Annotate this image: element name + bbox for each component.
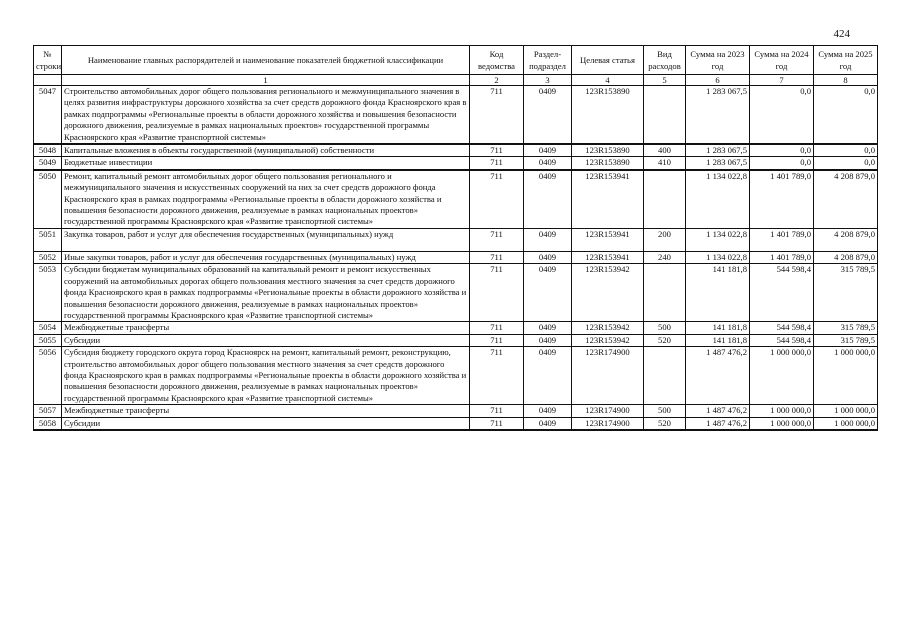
header-target: Целевая статья xyxy=(572,46,644,75)
row-sum-2023: 1 134 022,8 xyxy=(686,228,750,251)
row-sum-2023: 1 487 476,2 xyxy=(686,347,750,405)
column-number: 3 xyxy=(524,75,572,86)
row-sum-2023: 1 283 067,5 xyxy=(686,144,750,157)
row-expense-type: 500 xyxy=(644,405,686,417)
row-sum-2024: 1 000 000,0 xyxy=(750,405,814,417)
table-row xyxy=(34,417,878,430)
table-row xyxy=(34,405,878,417)
row-number: 5051 xyxy=(34,228,62,251)
row-name: Межбюджетные трансферты xyxy=(62,322,470,334)
table-row xyxy=(34,322,878,334)
column-number: 7 xyxy=(750,75,814,86)
row-number: 5049 xyxy=(34,157,62,170)
header-name: Наименование главных распорядителей и наименование показателей бюджетной классификации xyxy=(62,46,470,75)
row-name: Строительство автомобильных дорог общего пользования регионального и межмуниципального значения в целях развития инфраструктуры дорожного хозяйства за счет средств дорожного фонда Красноярского края в рамках подпрограммы «Региональные проекты в области дорожного хозяйства и повышения безопасности дорожного движения, реализуемые в рамках национальных проектов» государственной программы Красноярского края «Развитие транспортной системы» xyxy=(62,86,470,145)
header-sum-2025: Сумма на 2025 год xyxy=(814,46,878,75)
header-expense-type: Вид расходов xyxy=(644,46,686,75)
row-section: 0409 xyxy=(524,228,572,251)
row-number: 5052 xyxy=(34,251,62,263)
row-dept-code: 711 xyxy=(470,144,524,157)
row-target: 123R153941 xyxy=(572,251,644,263)
row-sum-2023: 1 283 067,5 xyxy=(686,86,750,145)
column-number: 5 xyxy=(644,75,686,86)
row-name: Субсидии xyxy=(62,334,470,346)
row-sum-2023: 141 181,8 xyxy=(686,334,750,346)
row-number: 5054 xyxy=(34,322,62,334)
row-sum-2025: 315 789,5 xyxy=(814,334,878,346)
row-expense-type: 520 xyxy=(644,334,686,346)
row-sum-2025: 1 000 000,0 xyxy=(814,347,878,405)
header-row-no: № строки xyxy=(34,46,62,75)
row-expense-type: 400 xyxy=(644,144,686,157)
row-expense-type xyxy=(644,264,686,322)
row-dept-code: 711 xyxy=(470,417,524,430)
row-section: 0409 xyxy=(524,170,572,229)
row-dept-code: 711 xyxy=(470,228,524,251)
header-dept-code: Код ведомства xyxy=(470,46,524,75)
row-target: 123R174900 xyxy=(572,405,644,417)
row-section: 0409 xyxy=(524,334,572,346)
row-section: 0409 xyxy=(524,347,572,405)
row-name: Ремонт, капитальный ремонт автомобильных дорог общего пользования регионального и межмуниципального значения и искусственных сооружений на них за счет средств дорожного фонда Красноярского края в рамках подпрограммы «Региональные проекты в области дорожного хозяйства и повышения безопасности дорожного движения, реализуемые в рамках национальных проектов» государственной программы Красноярского края «Развитие транспортной системы» xyxy=(62,170,470,229)
row-section: 0409 xyxy=(524,86,572,145)
column-number xyxy=(34,75,62,86)
row-sum-2025: 4 208 879,0 xyxy=(814,170,878,229)
header-section: Раздел-подраздел xyxy=(524,46,572,75)
row-number: 5056 xyxy=(34,347,62,405)
row-sum-2023: 141 181,8 xyxy=(686,264,750,322)
row-name: Капитальные вложения в объекты государственной (муниципальной) собственности xyxy=(62,144,470,157)
row-section: 0409 xyxy=(524,251,572,263)
row-section: 0409 xyxy=(524,405,572,417)
row-target: 123R153942 xyxy=(572,334,644,346)
row-target: 123R153942 xyxy=(572,264,644,322)
row-section: 0409 xyxy=(524,264,572,322)
table-row xyxy=(34,157,878,170)
row-target: 123R153942 xyxy=(572,322,644,334)
table-row xyxy=(34,228,878,251)
row-dept-code: 711 xyxy=(470,157,524,170)
header-sum-2023: Сумма на 2023 год xyxy=(686,46,750,75)
row-dept-code: 711 xyxy=(470,170,524,229)
column-number: 4 xyxy=(572,75,644,86)
table-row xyxy=(34,170,878,229)
row-expense-type xyxy=(644,170,686,229)
row-sum-2024: 1 401 789,0 xyxy=(750,251,814,263)
row-sum-2024: 0,0 xyxy=(750,86,814,145)
row-sum-2024: 544 598,4 xyxy=(750,322,814,334)
row-section: 0409 xyxy=(524,417,572,430)
row-name: Субсидии xyxy=(62,417,470,430)
row-target: 123R153941 xyxy=(572,170,644,229)
row-dept-code: 711 xyxy=(470,405,524,417)
row-sum-2025: 315 789,5 xyxy=(814,264,878,322)
row-target: 123R174900 xyxy=(572,417,644,430)
row-sum-2025: 1 000 000,0 xyxy=(814,405,878,417)
row-sum-2024: 544 598,4 xyxy=(750,264,814,322)
column-number: 2 xyxy=(470,75,524,86)
column-numbers-row xyxy=(34,75,878,86)
row-dept-code: 711 xyxy=(470,334,524,346)
table-row xyxy=(34,347,878,405)
row-sum-2023: 1 134 022,8 xyxy=(686,170,750,229)
row-dept-code: 711 xyxy=(470,264,524,322)
row-sum-2024: 1 000 000,0 xyxy=(750,347,814,405)
row-target: 123R153890 xyxy=(572,86,644,145)
row-sum-2025: 1 000 000,0 xyxy=(814,417,878,430)
row-name: Субсидия бюджету городского округа город Красноярск на ремонт, капитальный ремонт, реконструкцию, строительство автомобильных дорог общего пользования местного значения за счет средств дорожного фонда Красноярского края в рамках подпрограммы «Региональные проекты в области дорожного хозяйства и повышения безопасности дорожного движения, реализуемые в рамках национальных проектов» государственной программы Красноярского края «Развитие транспортной системы» xyxy=(62,347,470,405)
row-dept-code: 711 xyxy=(470,251,524,263)
row-dept-code: 711 xyxy=(470,347,524,405)
table-header-row xyxy=(34,46,878,75)
row-number: 5058 xyxy=(34,417,62,430)
table-row xyxy=(34,264,878,322)
table-row xyxy=(34,251,878,263)
row-sum-2025: 4 208 879,0 xyxy=(814,228,878,251)
row-sum-2023: 1 487 476,2 xyxy=(686,405,750,417)
row-expense-type xyxy=(644,347,686,405)
column-number: 8 xyxy=(814,75,878,86)
row-expense-type: 410 xyxy=(644,157,686,170)
row-section: 0409 xyxy=(524,322,572,334)
row-sum-2024: 1 401 789,0 xyxy=(750,170,814,229)
row-expense-type: 200 xyxy=(644,228,686,251)
row-number: 5047 xyxy=(34,86,62,145)
row-name: Закупка товаров, работ и услуг для обеспечения государственных (муниципальных) нужд xyxy=(62,228,470,251)
row-number: 5057 xyxy=(34,405,62,417)
header-sum-2024: Сумма на 2024 год xyxy=(750,46,814,75)
row-dept-code: 711 xyxy=(470,322,524,334)
row-sum-2024: 544 598,4 xyxy=(750,334,814,346)
row-number: 5055 xyxy=(34,334,62,346)
row-sum-2025: 0,0 xyxy=(814,144,878,157)
row-name: Иные закупки товаров, работ и услуг для обеспечения государственных (муниципальных) нужд xyxy=(62,251,470,263)
column-number: 1 xyxy=(62,75,470,86)
row-expense-type xyxy=(644,86,686,145)
row-name: Межбюджетные трансферты xyxy=(62,405,470,417)
row-number: 5050 xyxy=(34,170,62,229)
page-number: 424 xyxy=(833,28,850,40)
row-sum-2023: 1 487 476,2 xyxy=(686,417,750,430)
row-sum-2024: 0,0 xyxy=(750,157,814,170)
row-target: 123R153941 xyxy=(572,228,644,251)
row-target: 123R153890 xyxy=(572,144,644,157)
row-sum-2024: 1 000 000,0 xyxy=(750,417,814,430)
row-dept-code: 711 xyxy=(470,86,524,145)
row-section: 0409 xyxy=(524,144,572,157)
row-sum-2025: 4 208 879,0 xyxy=(814,251,878,263)
table-row xyxy=(34,144,878,157)
row-name: Субсидии бюджетам муниципальных образований на капитальный ремонт и ремонт искусственных сооружений на автомобильных дорогах общего пользования местного значения за счет средств дорожного фонда Красноярского края в рамках подпрограммы «Региональные проекты в области дорожного хозяйства и повышения безопасности дорожного движения, реализуемые в рамках национальных проектов» государственной программы Красноярского края «Развитие транспортной системы» xyxy=(62,264,470,322)
table-row xyxy=(34,86,878,145)
row-number: 5048 xyxy=(34,144,62,157)
row-expense-type: 520 xyxy=(644,417,686,430)
row-target: 123R153890 xyxy=(572,157,644,170)
row-section: 0409 xyxy=(524,157,572,170)
row-sum-2025: 0,0 xyxy=(814,157,878,170)
budget-table xyxy=(33,45,878,431)
row-sum-2024: 0,0 xyxy=(750,144,814,157)
row-expense-type: 240 xyxy=(644,251,686,263)
row-sum-2023: 1 283 067,5 xyxy=(686,157,750,170)
row-sum-2025: 315 789,5 xyxy=(814,322,878,334)
row-sum-2025: 0,0 xyxy=(814,86,878,145)
table-row xyxy=(34,334,878,346)
row-sum-2023: 1 134 022,8 xyxy=(686,251,750,263)
row-name: Бюджетные инвестиции xyxy=(62,157,470,170)
row-number: 5053 xyxy=(34,264,62,322)
column-number: 6 xyxy=(686,75,750,86)
row-expense-type: 500 xyxy=(644,322,686,334)
row-sum-2023: 141 181,8 xyxy=(686,322,750,334)
row-target: 123R174900 xyxy=(572,347,644,405)
row-sum-2024: 1 401 789,0 xyxy=(750,228,814,251)
